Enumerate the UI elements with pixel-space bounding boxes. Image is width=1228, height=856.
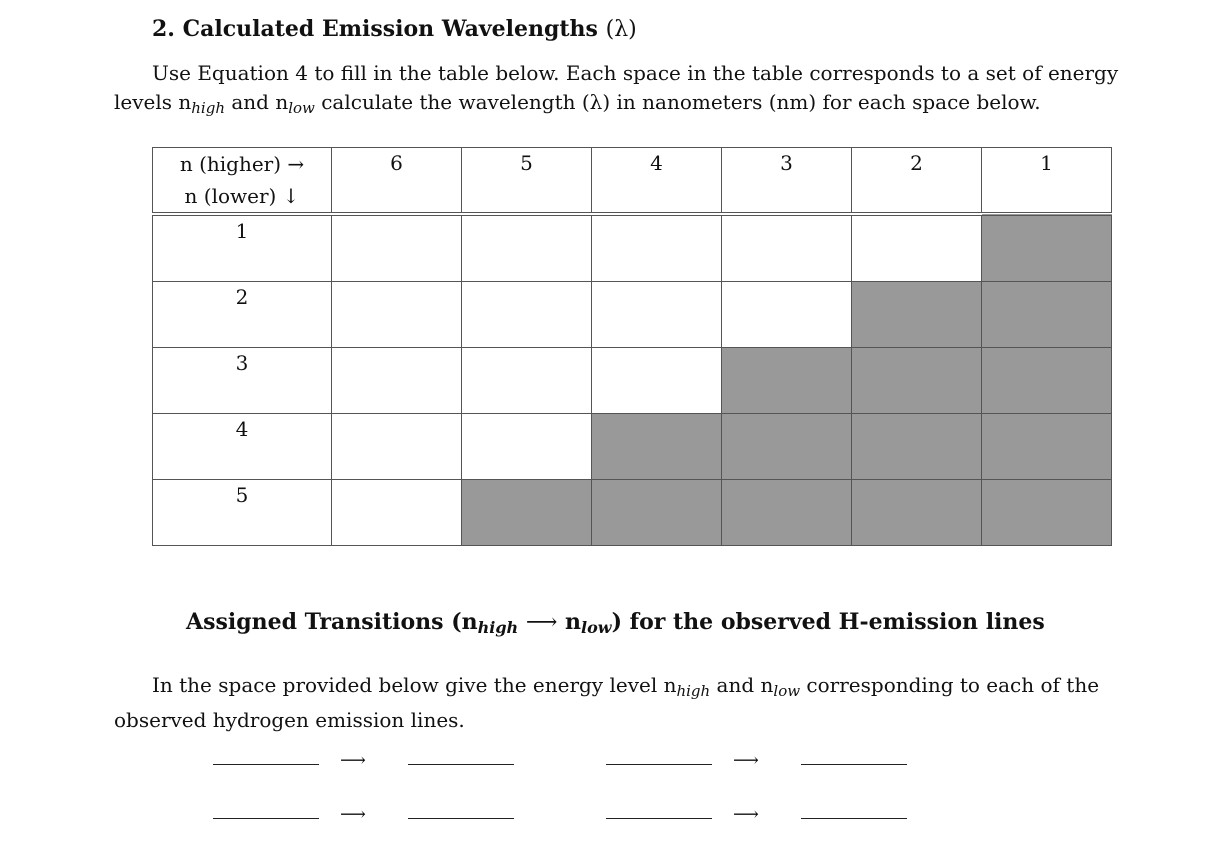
arrow-icon: ⟶	[340, 804, 366, 825]
answer-blank-high[interactable]	[606, 818, 712, 819]
shaded-cell	[982, 214, 1112, 282]
column-header: 5	[462, 148, 592, 215]
answer-cell[interactable]	[332, 214, 462, 282]
answer-cell[interactable]	[332, 414, 462, 480]
column-header: 1	[982, 148, 1112, 215]
column-header: 3	[722, 148, 852, 215]
answer-cell[interactable]	[462, 214, 592, 282]
answer-blank-high[interactable]	[213, 818, 319, 819]
answer-blank-low[interactable]	[801, 764, 907, 765]
column-header: 4	[592, 148, 722, 215]
row-label: 1	[153, 214, 332, 282]
column-header: 2	[852, 148, 982, 215]
arrow-icon: ⟶	[733, 750, 759, 771]
section-number: 2.	[152, 16, 175, 42]
intro-paragraph: Use Equation 4 to fill in the table below. Each space in the table corresponds to a set of energy levels $n_{high}$ and $n_{low}$ calculate the wavelength (λ) in nanometers (nm) for each space below.	[114, 61, 1119, 117]
wavelength-table	[152, 147, 1112, 546]
row-label: 2	[153, 282, 332, 348]
shaded-cell	[722, 414, 852, 480]
answer-blank-low[interactable]	[408, 818, 514, 819]
answer-blank-low[interactable]	[801, 818, 907, 819]
lower-label: n (lower) ↓	[184, 184, 300, 208]
shaded-cell	[852, 282, 982, 348]
answer-cell[interactable]	[462, 348, 592, 414]
row-label: 3	[153, 348, 332, 414]
answer-blank-high[interactable]	[606, 764, 712, 765]
shaded-cell	[982, 414, 1112, 480]
corner-cell	[153, 148, 332, 215]
shaded-cell	[462, 480, 592, 546]
answer-blank-high[interactable]	[213, 764, 319, 765]
shaded-cell	[592, 414, 722, 480]
lambda-symbol: (λ)	[605, 17, 637, 42]
arrow-icon: ⟶	[733, 804, 759, 825]
answer-cell[interactable]	[332, 348, 462, 414]
column-header: 6	[332, 148, 462, 215]
subscript-high: high	[477, 618, 519, 637]
subscript-high: high	[191, 99, 225, 117]
header-row	[153, 148, 1112, 215]
assigned-transitions-heading: Assigned Transitions ($n_{high}$ ⟶ $n_{low}$) for the observed H-emission lines	[186, 609, 1045, 637]
answer-blank-low[interactable]	[408, 764, 514, 765]
shaded-cell	[722, 480, 852, 546]
shaded-cell	[982, 480, 1112, 546]
shaded-cell	[592, 480, 722, 546]
shaded-cell	[982, 348, 1112, 414]
subscript-low: low	[288, 99, 315, 117]
table-row	[153, 282, 1112, 348]
answer-cell[interactable]	[462, 414, 592, 480]
answer-cell[interactable]	[592, 348, 722, 414]
table-row	[153, 480, 1112, 546]
subscript-high: high	[676, 682, 711, 700]
answer-cell[interactable]	[722, 214, 852, 282]
answer-row-1	[213, 752, 913, 774]
shaded-cell	[852, 480, 982, 546]
answer-cell[interactable]	[332, 282, 462, 348]
table-row	[153, 414, 1112, 480]
shaded-cell	[722, 348, 852, 414]
shaded-cell	[982, 282, 1112, 348]
shaded-cell	[852, 348, 982, 414]
answer-cell[interactable]	[722, 282, 852, 348]
answer-cell[interactable]	[332, 480, 462, 546]
section-title	[152, 16, 637, 42]
section-title-text: Calculated Emission Wavelengths	[182, 16, 598, 42]
subscript-low: low	[581, 618, 612, 637]
arrow-icon: ⟶	[340, 750, 366, 771]
answer-cell[interactable]	[852, 214, 982, 282]
subscript-low: low	[773, 682, 801, 700]
answer-cell[interactable]	[592, 214, 722, 282]
row-label: 4	[153, 414, 332, 480]
answer-cell[interactable]	[462, 282, 592, 348]
row-label: 5	[153, 480, 332, 546]
higher-label: n (higher) →	[179, 152, 305, 176]
shaded-cell	[852, 414, 982, 480]
answer-row-2	[213, 806, 913, 828]
arrow-icon: ⟶	[525, 610, 558, 635]
instructions-paragraph: In the space provided below give the energy level $n_{high}$ and $n_{low}$ corresponding to each of the observed hydrogen emission lines.	[114, 673, 1100, 732]
table-row	[153, 214, 1112, 282]
answer-cell[interactable]	[592, 282, 722, 348]
table-row	[153, 348, 1112, 414]
